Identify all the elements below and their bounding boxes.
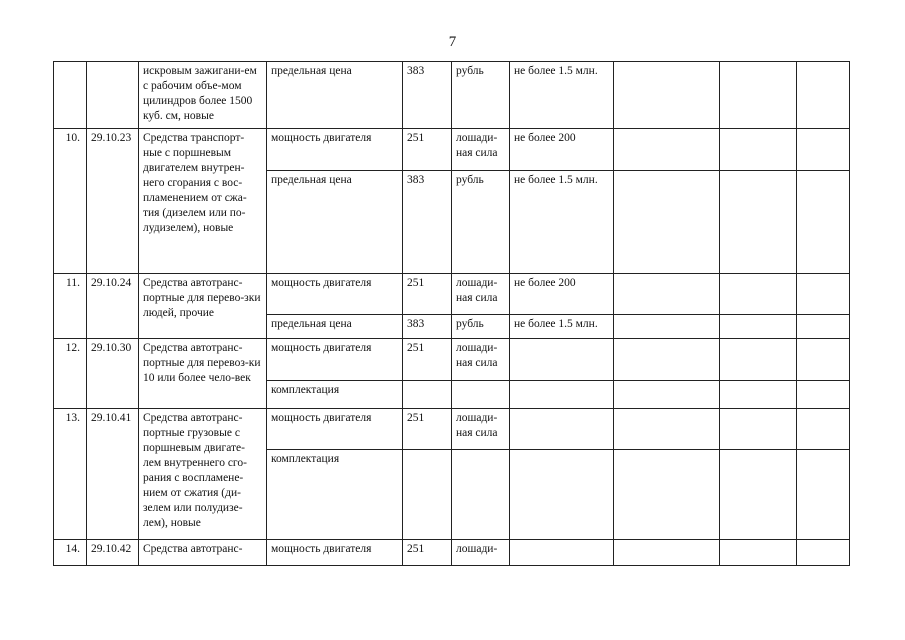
row-number-cell: 12. [54, 339, 87, 409]
empty-cell [797, 62, 850, 129]
row-number-cell [54, 62, 87, 129]
okei-code-cell: 383 [403, 62, 452, 129]
empty-cell [720, 274, 797, 315]
value-cell: не более 200 [510, 129, 614, 171]
empty-cell [797, 540, 850, 566]
empty-cell [797, 339, 850, 381]
empty-cell [614, 381, 720, 409]
unit-cell: лошади-ная сила [452, 274, 510, 315]
characteristic-cell: мощность двигателя [267, 129, 403, 171]
empty-cell [720, 171, 797, 274]
empty-cell [797, 381, 850, 409]
empty-cell [797, 171, 850, 274]
okei-code-cell: 251 [403, 339, 452, 381]
value-cell: не более 1.5 млн. [510, 171, 614, 274]
okei-code-cell: 251 [403, 129, 452, 171]
item-name-cell: Средства автотранс-портные для перево-зки людей, прочие [139, 274, 267, 339]
characteristics-table [53, 61, 850, 566]
okpd-code-cell: 29.10.30 [87, 339, 139, 409]
empty-cell [614, 274, 720, 315]
table-row [54, 129, 850, 171]
empty-cell [614, 540, 720, 566]
okpd-code-cell [87, 62, 139, 129]
item-name-cell: Средства транспорт-ные с поршневым двигателем внутрен-него сгорания с вос-пламенением от сжа-тия (дизелем или по-лудизелем), новые [139, 129, 267, 274]
empty-cell [797, 129, 850, 171]
empty-cell [797, 450, 850, 540]
characteristic-cell: предельная цена [267, 315, 403, 339]
item-name-cell: Средства автотранс-портные грузовые с поршневым двигате-лем внутреннего сго-рания с воспламене-нием от сжатия (ди-зелем или полудизе-лем), новые [139, 409, 267, 540]
value-cell [510, 381, 614, 409]
okei-code-cell [403, 381, 452, 409]
empty-cell [720, 381, 797, 409]
row-number-cell: 11. [54, 274, 87, 339]
unit-cell: лошади- [452, 540, 510, 566]
value-cell: не более 1.5 млн. [510, 315, 614, 339]
table-row [54, 409, 850, 450]
okei-code-cell: 251 [403, 540, 452, 566]
empty-cell [614, 129, 720, 171]
empty-cell [720, 315, 797, 339]
table-row [54, 62, 850, 129]
table-row [54, 339, 850, 381]
empty-cell [797, 409, 850, 450]
okei-code-cell: 251 [403, 409, 452, 450]
okei-code-cell: 383 [403, 315, 452, 339]
table-row [54, 540, 850, 566]
empty-cell [720, 129, 797, 171]
okpd-code-cell: 29.10.41 [87, 409, 139, 540]
unit-cell: рубль [452, 315, 510, 339]
row-number-cell: 13. [54, 409, 87, 540]
item-name-cell: искровым зажигани-ем с рабочим объе-мом цилиндров более 1500 куб. см, новые [139, 62, 267, 129]
empty-cell [720, 339, 797, 381]
characteristic-cell: мощность двигателя [267, 409, 403, 450]
empty-cell [614, 171, 720, 274]
value-cell [510, 540, 614, 566]
value-cell [510, 409, 614, 450]
unit-cell: лошади-ная сила [452, 409, 510, 450]
empty-cell [614, 339, 720, 381]
characteristic-cell: мощность двигателя [267, 339, 403, 381]
okpd-code-cell: 29.10.24 [87, 274, 139, 339]
value-cell [510, 450, 614, 540]
unit-cell: рубль [452, 62, 510, 129]
unit-cell: рубль [452, 171, 510, 274]
unit-cell [452, 381, 510, 409]
characteristic-cell: комплектация [267, 381, 403, 409]
value-cell: не более 200 [510, 274, 614, 315]
row-number-cell: 14. [54, 540, 87, 566]
empty-cell [720, 450, 797, 540]
characteristic-cell: комплектация [267, 450, 403, 540]
empty-cell [797, 315, 850, 339]
unit-cell: лошади-ная сила [452, 339, 510, 381]
characteristic-cell: мощность двигателя [267, 274, 403, 315]
empty-cell [720, 540, 797, 566]
empty-cell [720, 62, 797, 129]
okei-code-cell [403, 450, 452, 540]
value-cell [510, 339, 614, 381]
page-number: 7 [448, 34, 457, 50]
okpd-code-cell: 29.10.23 [87, 129, 139, 274]
empty-cell [797, 274, 850, 315]
unit-cell [452, 450, 510, 540]
characteristic-cell: мощность двигателя [267, 540, 403, 566]
table-row [54, 274, 850, 315]
empty-cell [614, 62, 720, 129]
empty-cell [614, 409, 720, 450]
row-number-cell: 10. [54, 129, 87, 274]
item-name-cell: Средства автотранс-портные для перевоз-ки 10 или более чело-век [139, 339, 267, 409]
empty-cell [614, 450, 720, 540]
okei-code-cell: 251 [403, 274, 452, 315]
characteristic-cell: предельная цена [267, 171, 403, 274]
item-name-cell: Средства автотранс- [139, 540, 267, 566]
empty-cell [614, 315, 720, 339]
empty-cell [720, 409, 797, 450]
unit-cell: лошади-ная сила [452, 129, 510, 171]
characteristic-cell: предельная цена [267, 62, 403, 129]
value-cell: не более 1.5 млн. [510, 62, 614, 129]
okpd-code-cell: 29.10.42 [87, 540, 139, 566]
okei-code-cell: 383 [403, 171, 452, 274]
